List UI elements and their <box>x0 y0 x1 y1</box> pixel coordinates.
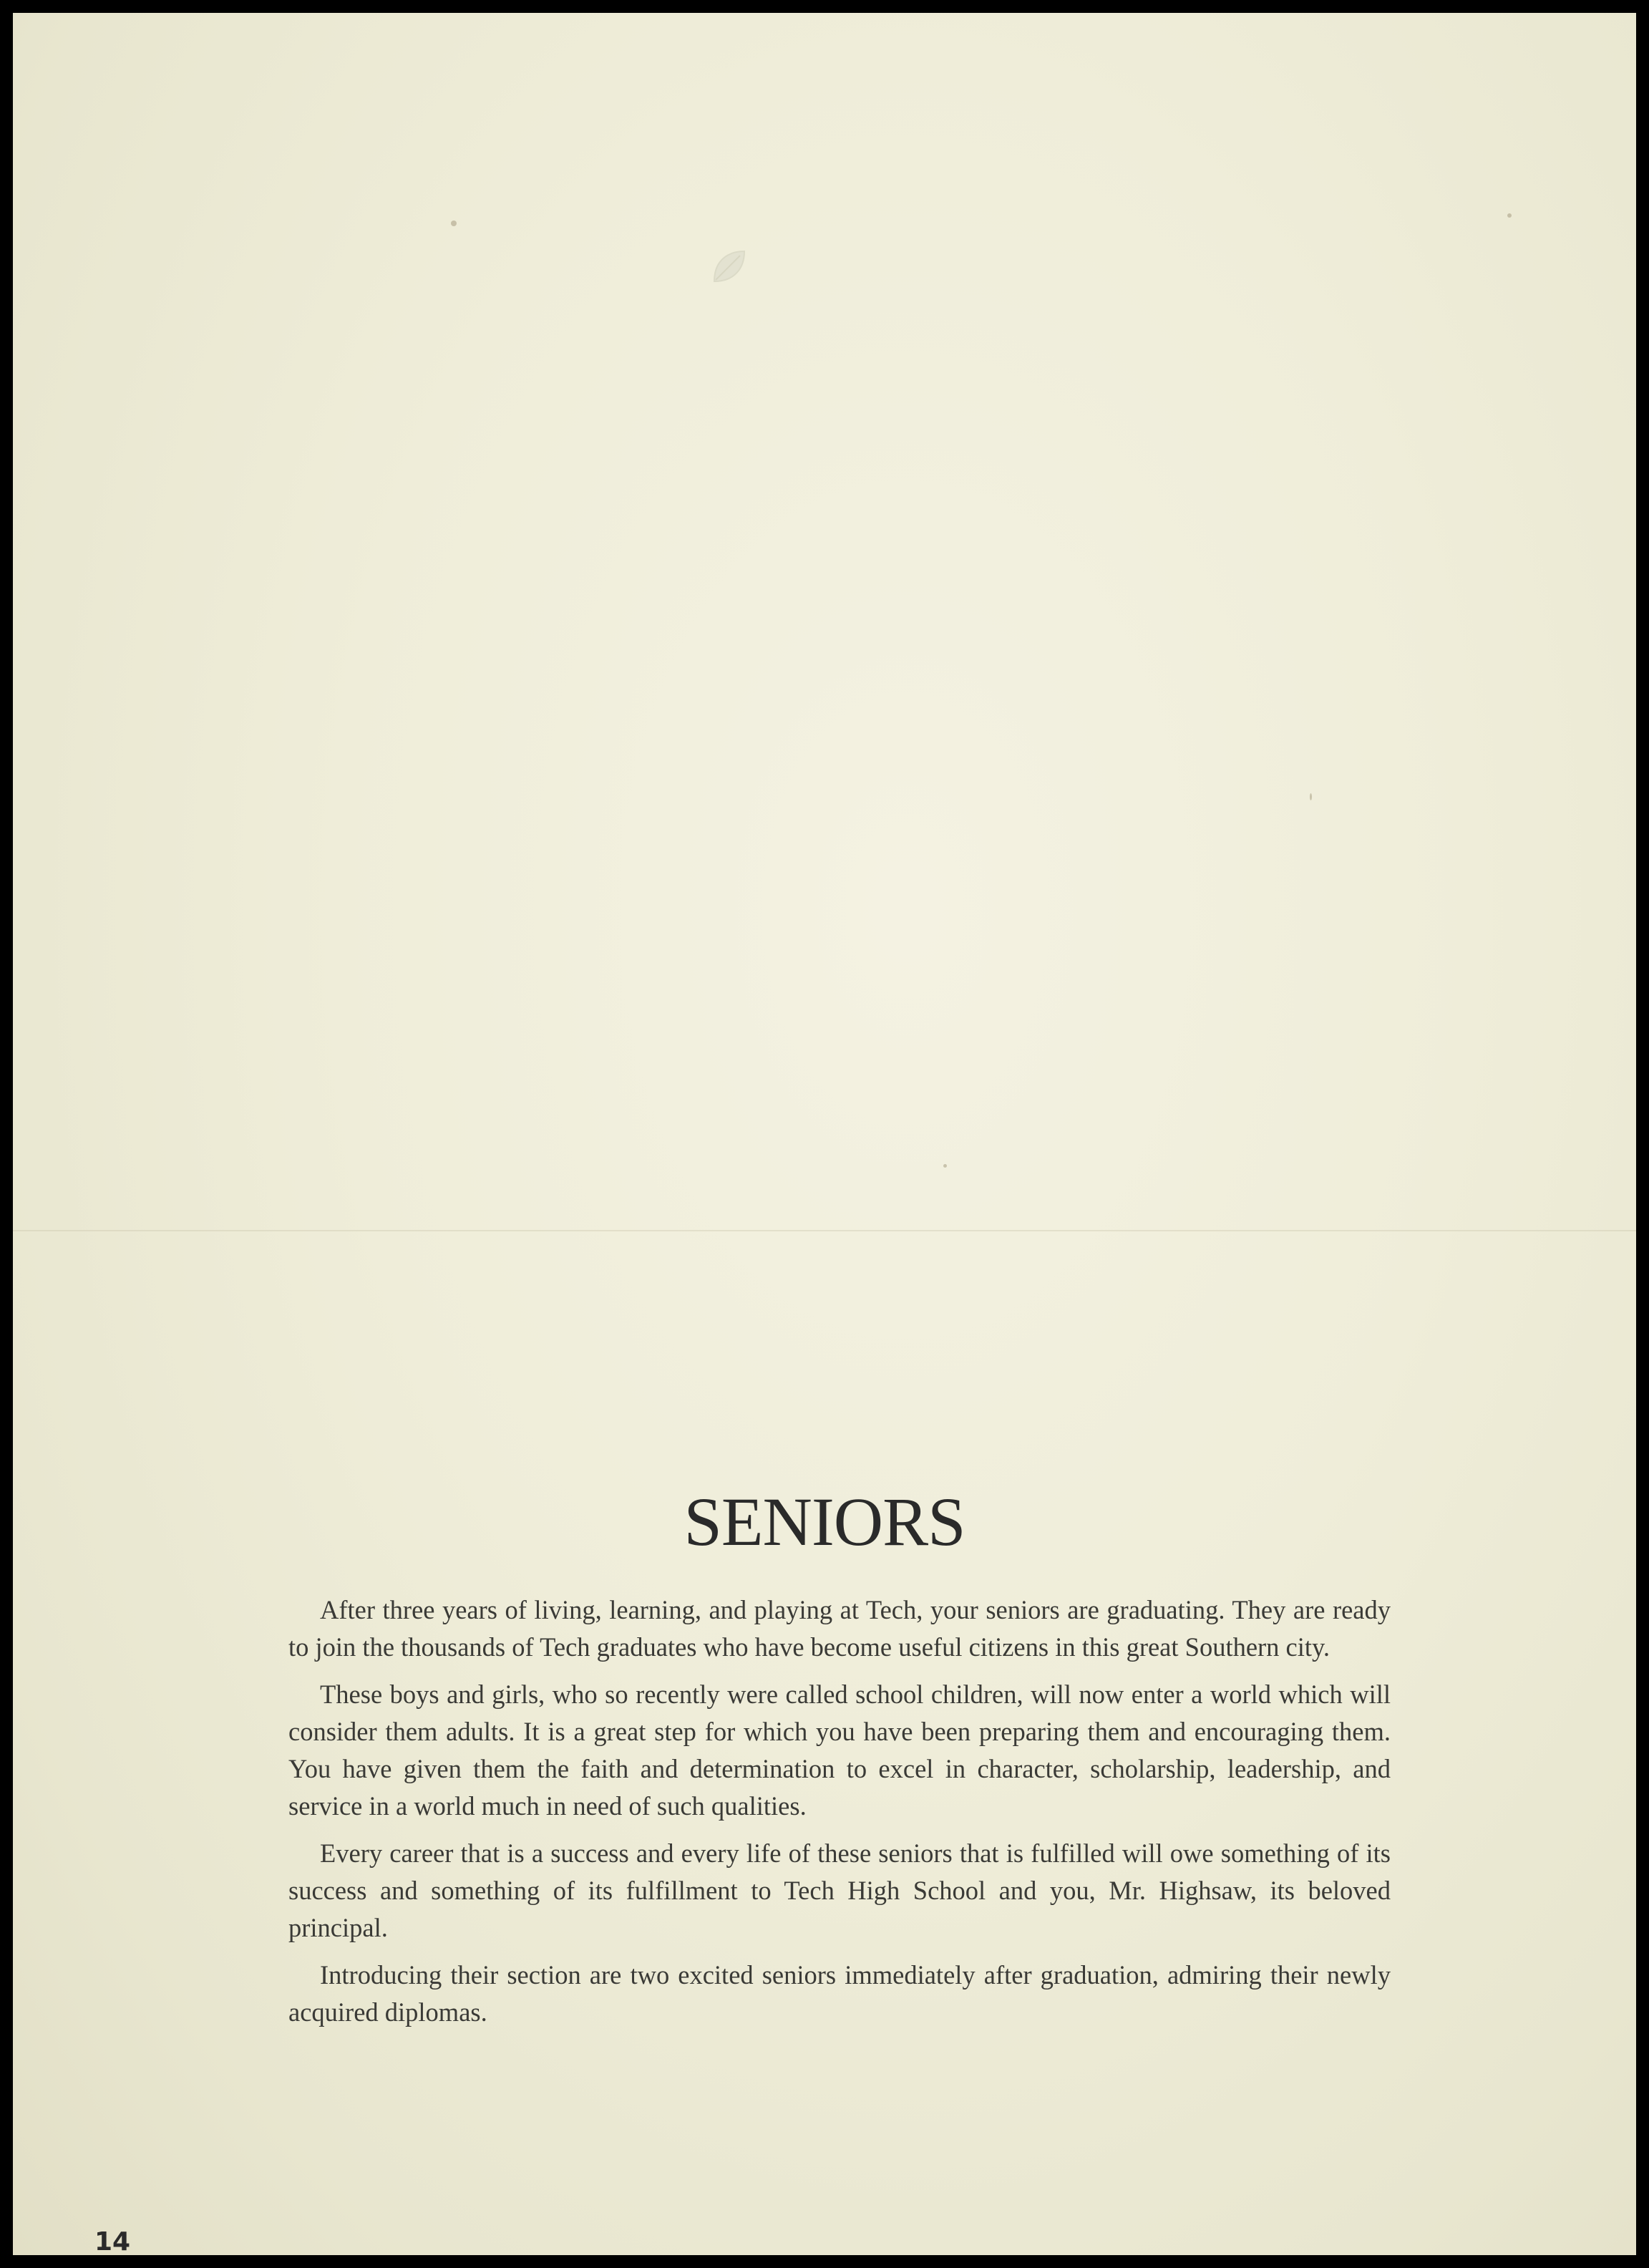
page-fold-line <box>13 1230 1636 1231</box>
yearbook-page <box>13 13 1636 2255</box>
paragraph: Introducing their section are two excited seniors immediately after graduation, admiring their newly acquired diplomas. <box>288 1960 1391 2027</box>
body-text <box>288 1591 1391 2041</box>
paper-speck <box>1310 793 1312 800</box>
page-title: SENIORS <box>684 1483 965 1560</box>
paragraph: These boys and girls, who so recently were called school children, will now enter a world which will consider them adults. It is a great step for which you have been preparing them and encouraging them. You have given them the faith and determination to excel in character, scholarship, leadership, and service in a world much in need of such qualities. <box>288 1680 1391 1821</box>
paragraph: Every career that is a success and every life of these seniors that is fulfilled will owe something of its success and something of its fulfillment to Tech High School and you, Mr. Highsaw, its beloved principal. <box>288 1838 1391 1942</box>
page-number: 14 <box>94 2227 131 2255</box>
paper-speck <box>1507 213 1512 218</box>
leaf-icon <box>707 246 750 289</box>
paper-speck <box>451 220 457 226</box>
paragraph: After three years of living, learning, and playing at Tech, your seniors are graduating. They are ready to join the thousands of Tech graduates who have become useful citizens in this great Southern city. <box>288 1595 1391 1662</box>
paper-speck <box>943 1164 947 1168</box>
